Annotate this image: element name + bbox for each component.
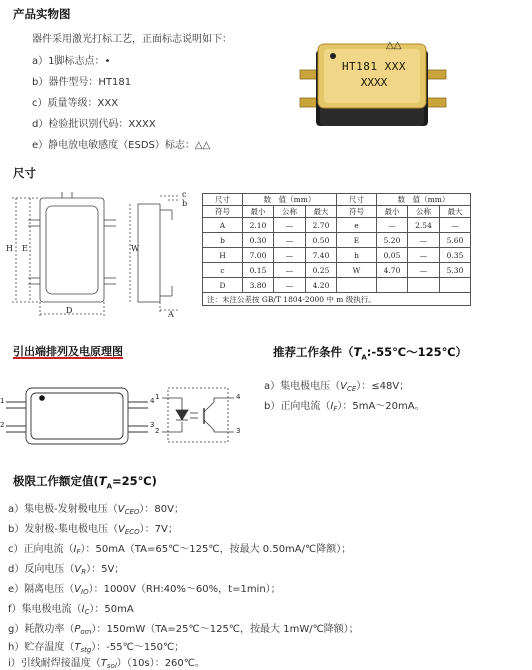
hdr-symbol-1: 尺寸 [203,194,243,206]
hdr-min-r: 最小 [377,206,408,218]
cell: 3.80 [243,278,274,293]
cell: 0.15 [243,263,274,278]
hdr-max: 最大 [306,206,337,218]
limits-item-h: h）贮存温度$(T_{stg})$：-55℃～150℃； [8,642,185,654]
cell: — [377,218,408,233]
limits-item-e: e）隔离电压$(V_{IO})$：1000V（RH:40%～60%，t=1min）； [8,584,281,596]
cell: — [408,233,440,248]
hdr-min: 最小 [243,206,274,218]
product-item-e: e）静电放电敏感度（ESDS）标志：△△ [32,140,211,151]
hdr-nom: 公称 [274,206,306,218]
hdr-value-r: 数 值（mm） [377,194,471,206]
cell: A [203,218,243,233]
dim-label-b: b [182,199,188,208]
recommended-heading: 推荐工作条件$(T_A:-55℃\sim 125℃)$ [273,345,468,362]
limits-item-g: g）耗散功率$(P_{om})$：150mW（TA=25℃～125℃，按最大 1mW/℃降额）； [8,624,359,636]
cell: b [203,233,243,248]
pkg-pin-3: 3 [150,421,155,429]
cell: 2.10 [243,218,274,233]
limits-item-b: b）发射极-集电极电压$(V_{ECO})$：7V； [8,524,178,536]
dim-label-D: D [66,306,73,315]
cell: — [274,278,306,293]
pinout-heading: 引出端排列及电原理图 [13,345,123,358]
pinout-package-drawing [2,378,155,448]
product-item-a: a）1脚标志点：• [32,56,111,67]
cell: 2.70 [306,218,337,233]
limits-item-a: a）集电极-发射极电压$(V_{CEO})$：80V； [8,504,184,516]
schematic-drawing [162,384,234,446]
cell: — [274,218,306,233]
table-row [203,278,471,293]
cell: — [440,218,471,233]
table-row [203,263,471,278]
chip-marking-line1: HT181 XXX [341,60,407,73]
cell-empty [440,278,471,293]
cell: — [274,263,306,278]
dim-label-c: c [182,190,187,199]
front-view-drawing [2,190,120,322]
recommended-item-a: a）集电极电压$(V_{CE})$：≤48V； [264,381,410,393]
cell: 4.70 [377,263,408,278]
chip-esd-mark: △△ [386,40,402,51]
table-note: 注：未注公差按 GB/T 1804-2000 中 m 级执行。 [203,293,471,306]
table-row [203,248,471,263]
product-item-b: b）器件型号：HT181 [32,77,132,88]
limits-item-d: d）反向电压$(V_R)$：5V； [8,564,125,576]
product-intro: 器件采用激光打标工艺，正面标志说明如下： [32,34,232,45]
cell: — [274,233,306,248]
cell: 0.50 [306,233,337,248]
cell: W [337,263,377,278]
cell: e [337,218,377,233]
hdr-symbol-2: 符号 [203,206,243,218]
sch-pin-2: 2 [155,427,160,435]
cell: 0.05 [377,248,408,263]
sch-pin-1: 1 [155,393,160,401]
product-heading: 产品实物图 [13,7,71,21]
cell: 5.30 [440,263,471,278]
dim-label-E: E [22,244,28,253]
product-item-d: d）检验批识别代码：XXXX [32,119,156,130]
dimensions-table-wrap [202,193,471,306]
hdr-max-r: 最大 [440,206,471,218]
dim-label-H: H [6,244,13,253]
table-row [203,218,471,233]
cell: — [274,248,306,263]
limits-item-f: f）集电极电流$(I_C)$：50mA [8,604,134,616]
cell: — [408,263,440,278]
chip-marking-line2: XXXX [360,76,388,89]
sch-pin-4: 4 [236,393,241,401]
cell: 7.00 [243,248,274,263]
cell: 0.35 [440,248,471,263]
cell-empty [377,278,408,293]
cell: 4.20 [306,278,337,293]
cell: 7.40 [306,248,337,263]
limits-item-i: i）引线耐焊接温度$(T_{sol})(10s)$：260℃。 [8,658,206,670]
cell: 0.25 [306,263,337,278]
table-row [203,233,471,248]
limits-heading: 极限工作额定值$(T_A=25℃)$ [13,474,157,491]
dim-label-W: W [131,244,140,253]
pkg-pin-1: 1 [0,397,5,405]
hdr-symbol-2-r: 符号 [337,206,377,218]
cell: 5.60 [440,233,471,248]
limits-item-c: c）正向电流$(I_F)$：50mA（TA=65℃～125℃，按最大 0.50mA/℃降额）； [8,544,352,556]
pkg-pin-2: 2 [0,421,5,429]
hdr-value: 数 值（mm） [243,194,337,206]
cell: 2.54 [408,218,440,233]
cell: H [203,248,243,263]
side-view-drawing [124,190,190,322]
recommended-item-b: b）正向电流$(I_F)$：5mA～20mA。 [264,401,425,413]
product-item-c: c）质量等级：XXX [32,98,119,109]
cell: 0.30 [243,233,274,248]
dimensions-heading: 尺寸 [13,166,36,180]
cell: 5.20 [377,233,408,248]
cell-empty [337,278,377,293]
cell: h [337,248,377,263]
pkg-pin-4: 4 [150,397,155,405]
hdr-symbol-1-r: 尺寸 [337,194,377,206]
dim-label-A: A [168,310,174,319]
cell-empty [408,278,440,293]
cell: D [203,278,243,293]
cell: E [337,233,377,248]
hdr-nom-r: 公称 [408,206,440,218]
dimensions-table [202,193,471,306]
sch-pin-3: 3 [236,427,241,435]
cell: — [408,248,440,263]
cell: c [203,263,243,278]
